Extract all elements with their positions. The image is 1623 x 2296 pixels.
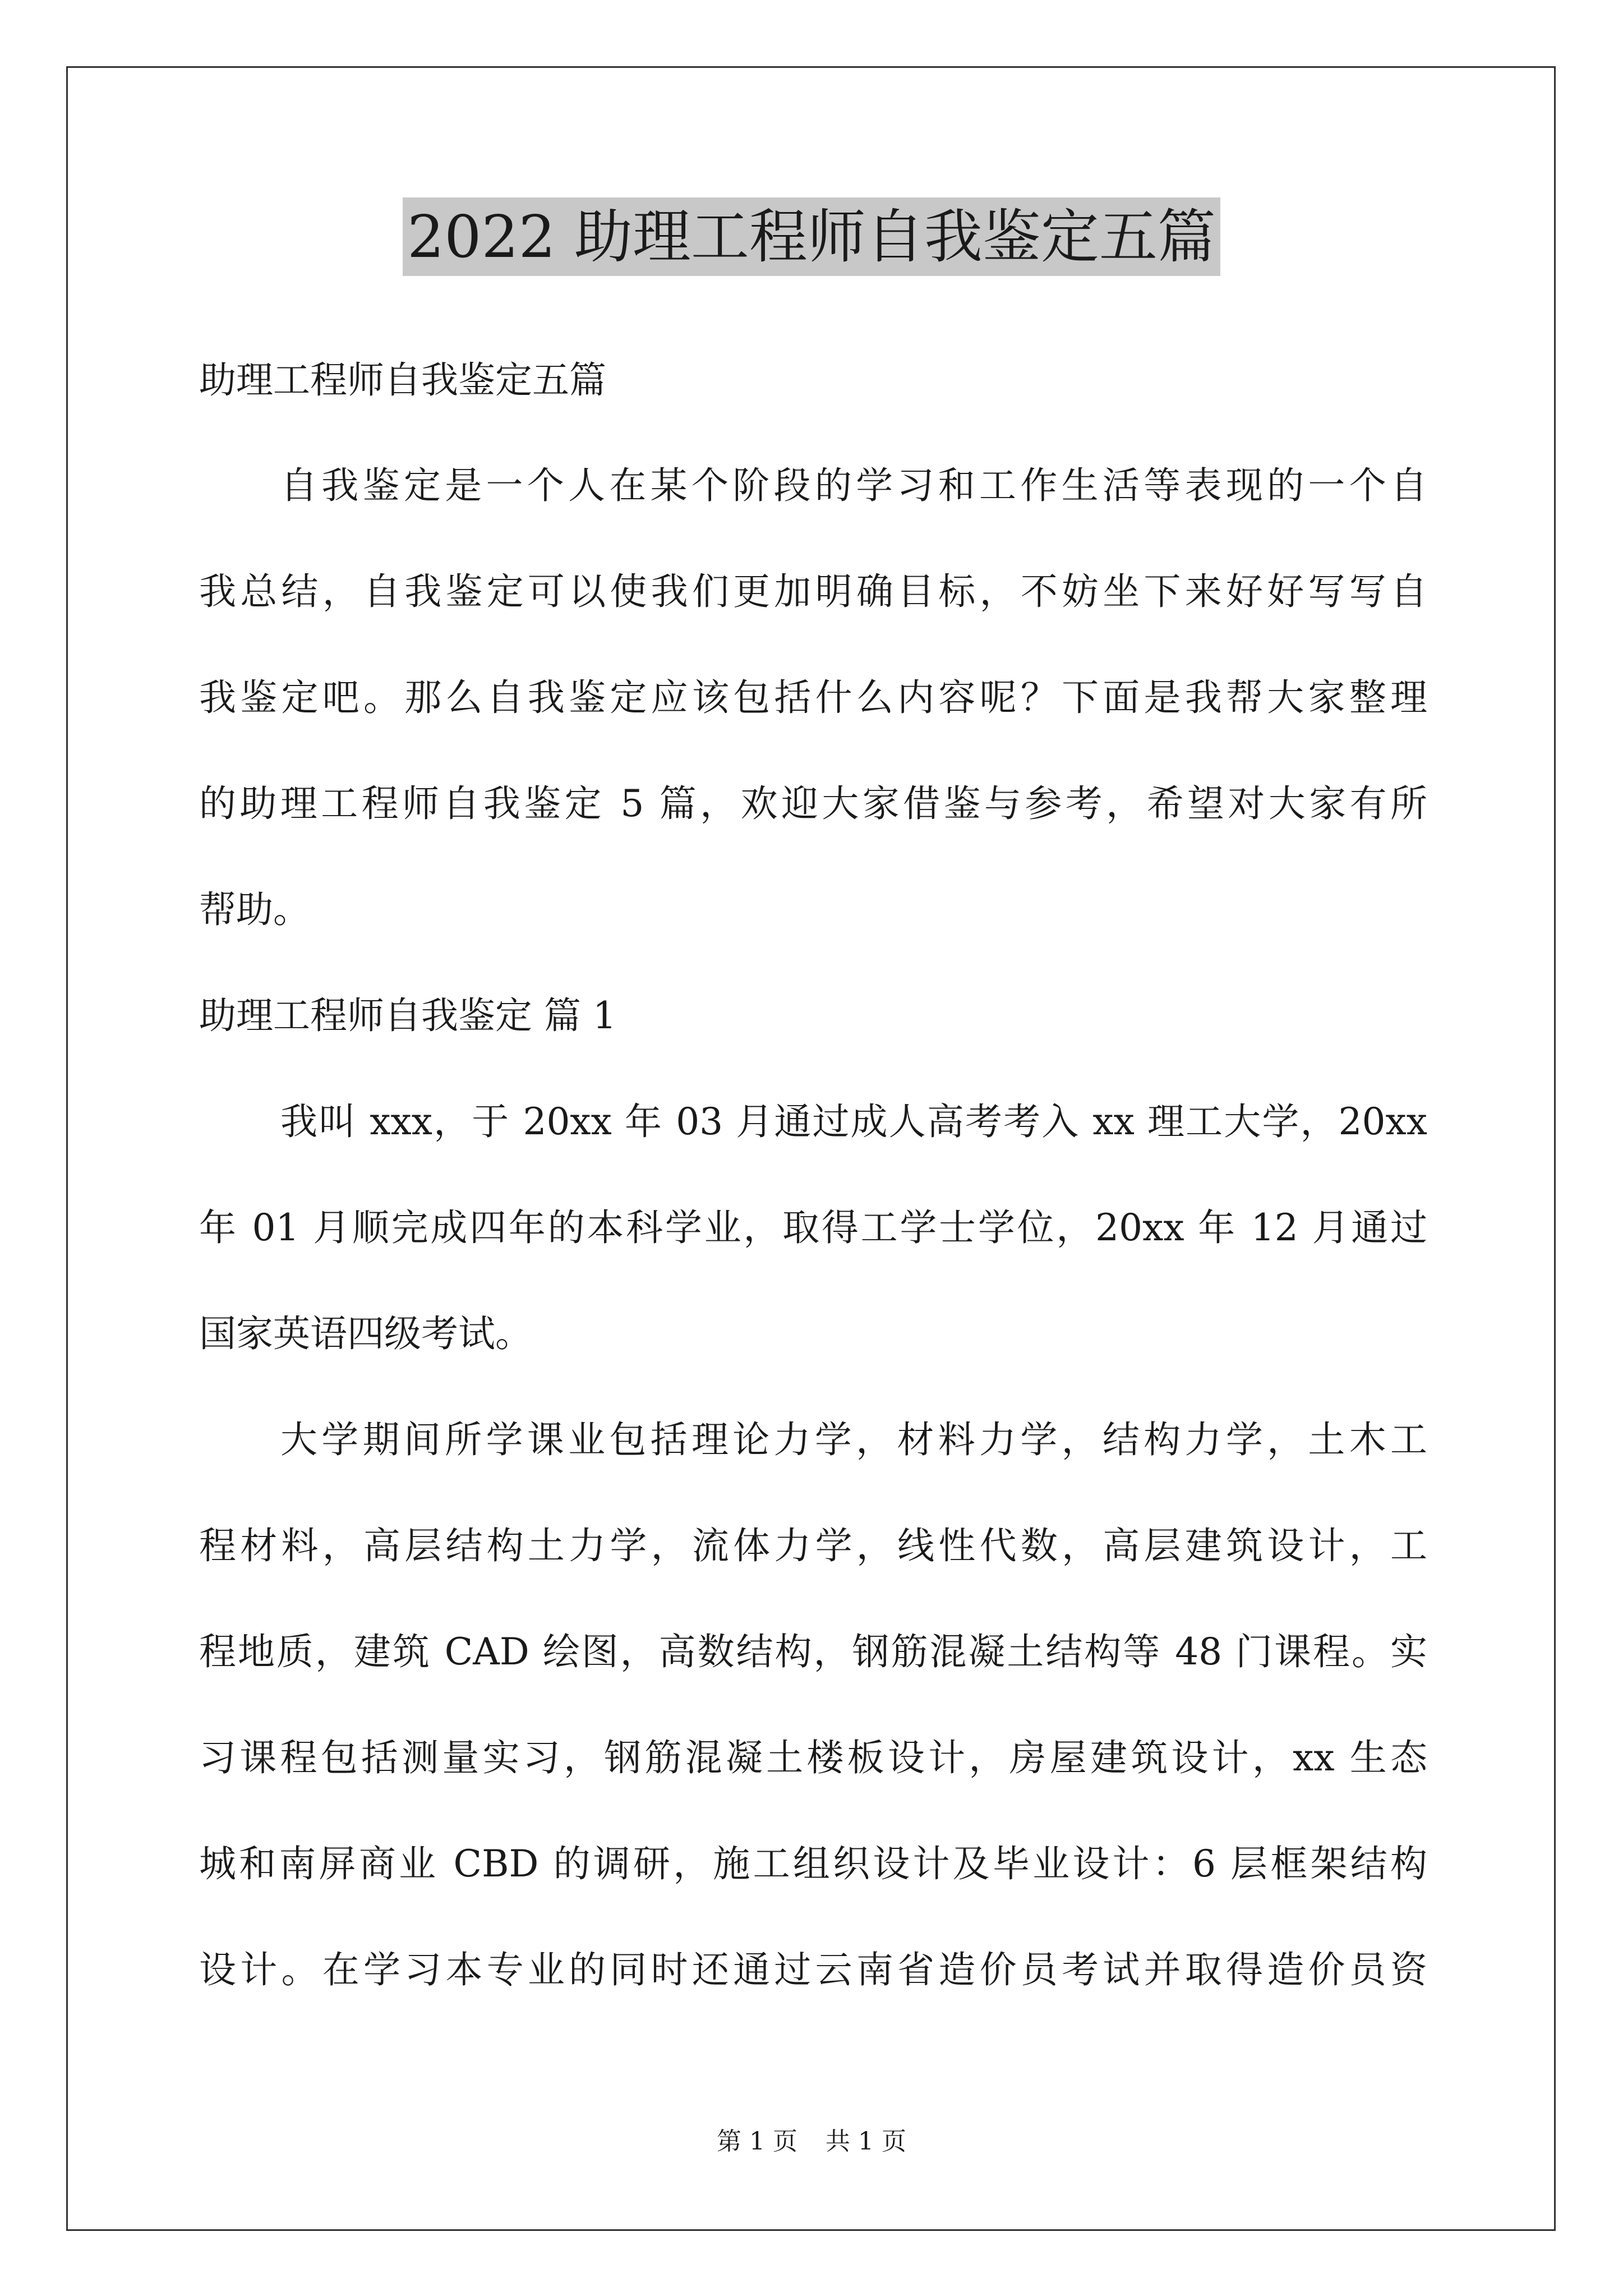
paragraph-line: 帮助。: [199, 888, 310, 931]
section-heading: 助理工程师自我鉴定 篇 1: [199, 994, 616, 1037]
paragraph-line: 设计。在学习本专业的同时还通过云南省造价员考试并取得造价员资: [199, 1948, 1427, 1991]
page-footer: [0, 2125, 1623, 2159]
paragraph-line: 的助理工程师自我鉴定 5 篇，欢迎大家借鉴与参考，希望对大家有所: [199, 782, 1427, 825]
paragraph-line: 我鉴定吧。那么自我鉴定应该包括什么内容呢？下面是我帮大家整理: [199, 676, 1427, 719]
paragraph-line: 程材料，高层结构土力学，流体力学，线性代数，高层建筑设计，工: [199, 1524, 1427, 1567]
paragraph-line: 程地质，建筑 CAD 绘图，高数结构，钢筋混凝土结构等 48 门课程。实: [199, 1630, 1427, 1673]
paragraph-line: 城和南屏商业 CBD 的调研，施工组织设计及毕业设计：6 层框架结构: [199, 1842, 1427, 1885]
page-total: 共 1 页: [826, 2127, 906, 2156]
paragraph-line: 习课程包括测量实习，钢筋混凝土楼板设计，房屋建筑设计，xx 生态: [199, 1736, 1427, 1779]
page-number: 第 1 页: [717, 2127, 797, 2156]
subtitle-line: 助理工程师自我鉴定五篇: [199, 358, 606, 402]
paragraph-line: 国家英语四级考试。: [199, 1312, 532, 1355]
paragraph-line: 我总结，自我鉴定可以使我们更加明确目标，不妨坐下来好好写写自: [199, 570, 1427, 613]
paragraph-line: 年 01 月顺完成四年的本科学业，取得工学士学位，20xx 年 12 月通过: [199, 1206, 1427, 1249]
title-container: [0, 197, 1623, 276]
paragraph-line: 自我鉴定是一个人在某个阶段的学习和工作生活等表现的一个自: [280, 464, 1427, 507]
document-title: 2022 助理工程师自我鉴定五篇: [403, 197, 1220, 276]
paragraph-line: 我叫 xxx，于 20xx 年 03 月通过成人高考考入 xx 理工大学，20xx: [280, 1100, 1427, 1143]
paragraph-line: 大学期间所学课业包括理论力学，材料力学，结构力学，土木工: [280, 1418, 1427, 1461]
